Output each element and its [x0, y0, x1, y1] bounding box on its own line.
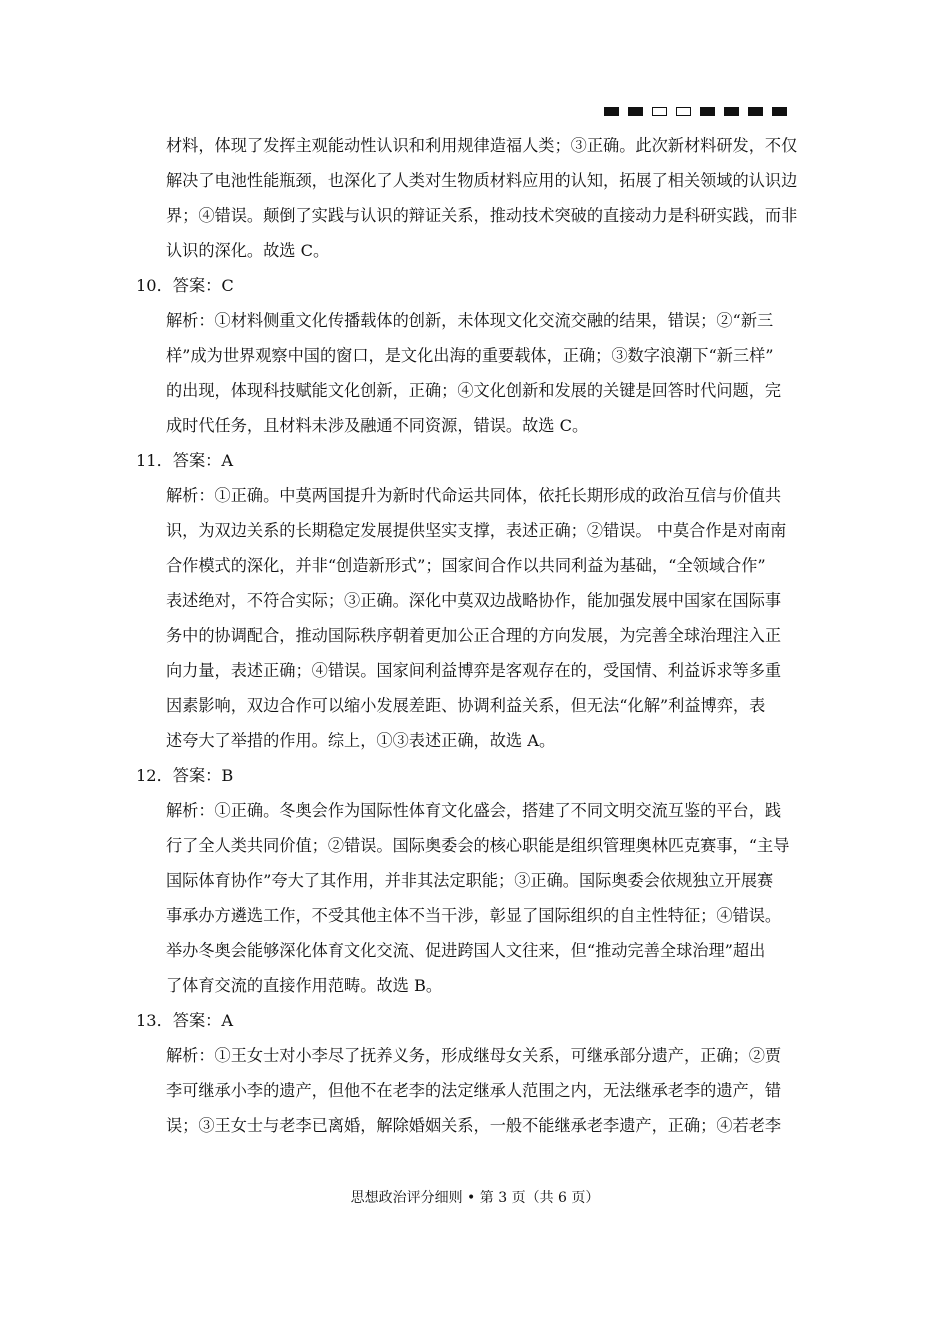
text-line: 了体育交流的直接作用范畴。故选 B。 — [166, 976, 443, 995]
text-line: 解析：①材料侧重文化传播载体的创新，未体现文化交流交融的结果，错误；②“新三 — [166, 311, 774, 330]
header-mark — [628, 107, 643, 116]
text-line: 认识的深化。故选 C。 — [166, 241, 330, 260]
text-line: 样”成为世界观察中国的窗口，是文化出海的重要载体，正确；③数字浪潮下“新三样” — [166, 346, 774, 365]
answer-heading: 10．答案：C — [136, 276, 234, 295]
text-line: 表述绝对，不符合实际；③正确。深化中莫双边战略协作，能加强发展中国家在国际事 — [166, 591, 782, 610]
text-line: 误；③王女士与老李已离婚，解除婚姻关系，一般不能继承老李遗产，正确；④若老李 — [166, 1116, 782, 1135]
text-line: 材料，体现了发挥主观能动性认识和利用规律造福人类；③正确。此次新材料研发，不仅 — [166, 136, 798, 155]
header-mark — [724, 107, 739, 116]
text-line: 行了全人类共同价值；②错误。国际奥委会的核心职能是组织管理奥林匹克赛事，“主导 — [166, 836, 790, 855]
text-line: 述夸大了举措的作用。综上，①③表述正确，故选 A。 — [166, 731, 556, 750]
text-line: 解析：①正确。冬奥会作为国际性体育文化盛会，搭建了不同文明交流互鉴的平台，践 — [166, 801, 782, 820]
answer-heading: 13．答案：A — [136, 1011, 234, 1030]
text-line: 成时代任务，且材料未涉及融通不同资源，错误。故选 C。 — [166, 416, 589, 435]
text-line: 解析：①王女士对小李尽了抚养义务，形成继母女关系，可继承部分遗产，正确；②贾 — [166, 1046, 782, 1065]
header-mark — [652, 107, 667, 116]
text-line: 解决了电池性能瓶颈，也深化了人类对生物质材料应用的认知，拓展了相关领域的认识边 — [166, 171, 798, 190]
answer-heading: 12．答案：B — [136, 766, 234, 785]
header-marks — [604, 107, 787, 116]
header-mark — [676, 107, 691, 116]
text-line: 向力量，表述正确；④错误。国家间利益博弈是客观存在的，受国情、利益诉求等多重 — [166, 661, 782, 680]
text-line: 举办冬奥会能够深化体育文化交流、促进跨国人文往来，但“推动完善全球治理”超出 — [166, 941, 766, 960]
header-mark — [604, 107, 619, 116]
page-footer: 思想政治评分细则 • 第 3 页（共 6 页） — [350, 1190, 600, 1206]
answer-heading: 11．答案：A — [136, 451, 234, 470]
text-line: 界；④错误。颠倒了实践与认识的辩证关系，推动技术突破的直接动力是科研实践，而非 — [166, 206, 798, 225]
text-line: 务中的协调配合，推动国际秩序朝着更加公正合理的方向发展，为完善全球治理注入正 — [166, 626, 782, 645]
header-mark — [700, 107, 715, 116]
text-line: 的出现，体现科技赋能文化创新，正确；④文化创新和发展的关键是回答时代问题，完 — [166, 381, 782, 400]
text-line: 识，为双边关系的长期稳定发展提供坚实支撑，表述正确；②错误。 中莫合作是对南南 — [166, 521, 787, 540]
text-line: 国际体育协作”夸大了其作用，并非其法定职能；③正确。国际奥委会依规独立开展赛 — [166, 871, 774, 890]
header-mark — [748, 107, 763, 116]
text-line: 因素影响，双边合作可以缩小发展差距、协调利益关系，但无法“化解”利益博弈，表 — [166, 696, 766, 715]
text-line: 合作模式的深化，并非“创造新形式”；国家间合作以共同利益为基础，“全领域合作” — [166, 556, 766, 575]
text-line: 事承办方遴选工作，不受其他主体不当干涉，彰显了国际组织的自主性特征；④错误。 — [166, 906, 782, 925]
header-mark — [772, 107, 787, 116]
text-line: 李可继承小李的遗产，但他不在老李的法定继承人范围之内，无法继承老李的遗产，错 — [166, 1081, 782, 1100]
text-line: 解析：①正确。中莫两国提升为新时代命运共同体，依托长期形成的政治互信与价值共 — [166, 486, 782, 505]
